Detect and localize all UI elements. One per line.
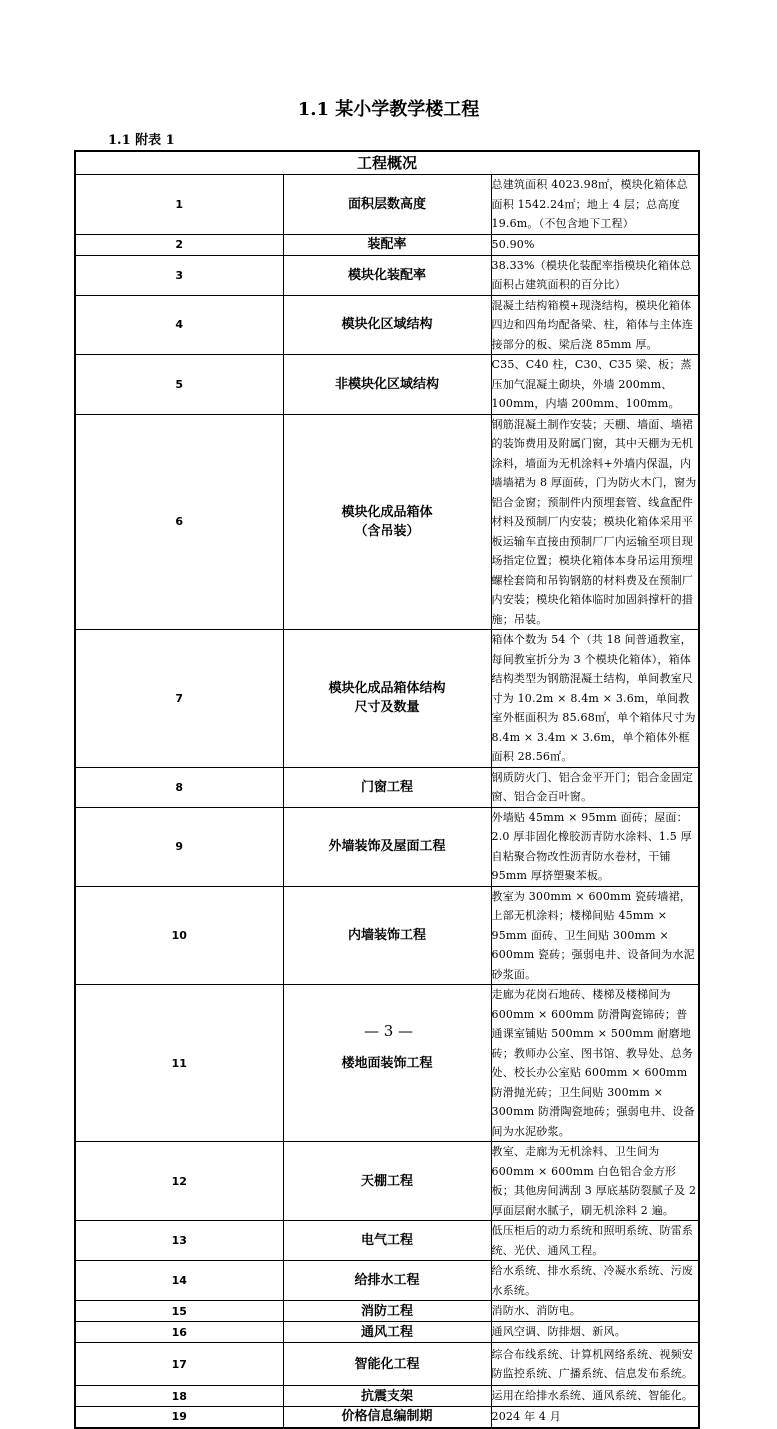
table-row [75,1221,699,1261]
row-item: 模块化成品箱体结构 尺寸及数量 [283,630,491,768]
row-item: 消防工程 [283,1301,491,1322]
row-item: 非模块化区域结构 [283,355,491,415]
row-description: 38.33%（模块化装配率指模块化箱体总面积占建筑面积的百分比） [491,255,699,295]
row-number: 5 [75,355,283,415]
row-number: 2 [75,234,283,255]
table-row [75,355,699,415]
row-item: 抗震支架 [283,1386,491,1407]
row-item: 模块化区域结构 [283,295,491,355]
row-item: 价格信息编制期 [283,1407,491,1428]
row-description: 运用在给排水系统、通风系统、智能化。 [491,1386,699,1407]
table-row [75,234,699,255]
table-row [75,1343,699,1386]
row-description: 箱体个数为 54 个（共 18 间普通教室，每间教室折分为 3 个模块化箱体），箱体结构类型为钢筋混凝土结构，单间教室尺寸为 10.2m × 8.4m × 3.6m，单间教室外框面积为 85.68㎡，单个箱体尺寸为 8.4m × 3.4m × 3.6m，单个箱体外框面积 28.56㎡。 [491,630,699,768]
table-row [75,1407,699,1428]
table-row [75,985,699,1142]
row-description: 2024 年 4 月 [491,1407,699,1428]
row-item: 天棚工程 [283,1142,491,1221]
row-number: 10 [75,886,283,985]
row-description: C35、C40 柱，C30、C35 梁、板；蒸压加气混凝土砌块，外墙 200mm、100mm，内墙 200mm、100mm。 [491,355,699,415]
row-description: 总建筑面积 4023.98㎡，模块化箱体总面积 1542.24㎡；地上 4 层；总高度 19.6m。（不包含地下工程） [491,175,699,235]
page-title: 1.1 某小学教学楼工程 [297,99,480,120]
row-item: 通风工程 [283,1322,491,1343]
row-item: 给排水工程 [283,1261,491,1301]
row-number: 3 [75,255,283,295]
row-item: 装配率 [283,234,491,255]
row-description: 钢筋混凝土制作安装；天棚、墙面、墙裙的装饰费用及附属门窗，其中天棚为无机涂料，墙面为无机涂料+外墙内保温，内墙墙裙为 8 厚面砖，门为防火木门，窗为铝合金窗；预制件内预埋套管、线盒配件材料及预制厂内安装；模块化箱体采用平板运输车直接由预制厂厂内运输至项目现场指定位置；模块化箱体本身吊运用预埋螺栓套筒和吊钩钢筋的材料费及在预制厂内安装；模块化箱体临时加固斜撑杆的措施；吊装。 [491,414,699,630]
row-number: 16 [75,1322,283,1343]
table-row [75,886,699,985]
row-number: 11 [75,985,283,1142]
row-item: 外墙装饰及屋面工程 [283,807,491,886]
table-row [75,255,699,295]
table-row [75,414,699,630]
table-caption: 1.1 附表 1 [108,133,175,148]
row-description: 通风空调、防排烟、新风。 [491,1322,699,1343]
row-number: 15 [75,1301,283,1322]
row-number: 6 [75,414,283,630]
row-number: 19 [75,1407,283,1428]
row-number: 1 [75,175,283,235]
table-row [75,1322,699,1343]
row-item: 模块化成品箱体 （含吊装） [283,414,491,630]
row-description: 走廊为花岗石地砖、楼梯及楼梯间为 600mm × 600mm 防滑陶瓷锦砖；普通课室铺贴 500mm × 500mm 耐磨地砖；教师办公室、图书馆、教导处、总务处、校长办公室贴 600mm × 600mm 防滑抛光砖；卫生间贴 300mm × 300mm 防滑陶瓷地砖；强弱电井、设备间为水泥砂浆。 [491,985,699,1142]
table-row [75,1386,699,1407]
row-number: 4 [75,295,283,355]
row-item: 内墙装饰工程 [283,886,491,985]
table-heading: 工程概况 [75,151,699,175]
row-number: 14 [75,1261,283,1301]
row-item: 智能化工程 [283,1343,491,1386]
row-description: 教室、走廊为无机涂料、卫生间为 600mm × 600mm 白色铝合金方形板；其他房间满刮 3 厚底基防裂腻子及 2 厚面层耐水腻子，刷无机涂料 2 遍。 [491,1142,699,1221]
table-row [75,767,699,807]
row-number: 17 [75,1343,283,1386]
row-number: 18 [75,1386,283,1407]
row-description: 钢质防火门、铝合金平开门；铝合金固定窗、铝合金百叶窗。 [491,767,699,807]
row-description: 混凝土结构箱模+现浇结构，模块化箱体四边和四角均配备梁、柱，箱体与主体连接部分的板、梁后浇 85mm 厚。 [491,295,699,355]
table-header-row [75,151,699,175]
table-row [75,1301,699,1322]
row-description: 外墙贴 45mm × 95mm 面砖；屋面：2.0 厚非固化橡胶沥青防水涂料、1.5 厚自粘聚合物改性沥青防水卷材，干铺 95mm 厚挤塑聚苯板。 [491,807,699,886]
table-row [75,807,699,886]
row-item: 面积层数高度 [283,175,491,235]
table-body [75,175,699,1428]
row-number: 9 [75,807,283,886]
table-row [75,630,699,768]
row-item: 门窗工程 [283,767,491,807]
table-row [75,175,699,235]
row-description: 教室为 300mm × 600mm 瓷砖墙裙，上部无机涂料；楼梯间贴 45mm × 95mm 面砖、卫生间贴 300mm × 600mm 瓷砖；强弱电井、设备间为水泥砂浆面。 [491,886,699,985]
row-number: 12 [75,1142,283,1221]
row-description: 低压柜后的动力系统和照明系统、防雷系统、光伏、通风工程。 [491,1221,699,1261]
row-number: 7 [75,630,283,768]
table-row [75,1261,699,1301]
row-item: 电气工程 [283,1221,491,1261]
row-description: 50.90% [491,234,699,255]
row-description: 综合布线系统、计算机网络系统、视频安防监控系统、广播系统、信息发布系统。 [491,1343,699,1386]
row-number: 13 [75,1221,283,1261]
page-number: — 3 — [363,1022,414,1040]
table-row [75,295,699,355]
project-overview-table [74,150,700,1429]
row-item: 楼地面装饰工程 [283,985,491,1142]
row-number: 8 [75,767,283,807]
row-description: 消防水、消防电。 [491,1301,699,1322]
table-row [75,1142,699,1221]
row-description: 给水系统、排水系统、冷凝水系统、污废水系统。 [491,1261,699,1301]
row-item: 模块化装配率 [283,255,491,295]
